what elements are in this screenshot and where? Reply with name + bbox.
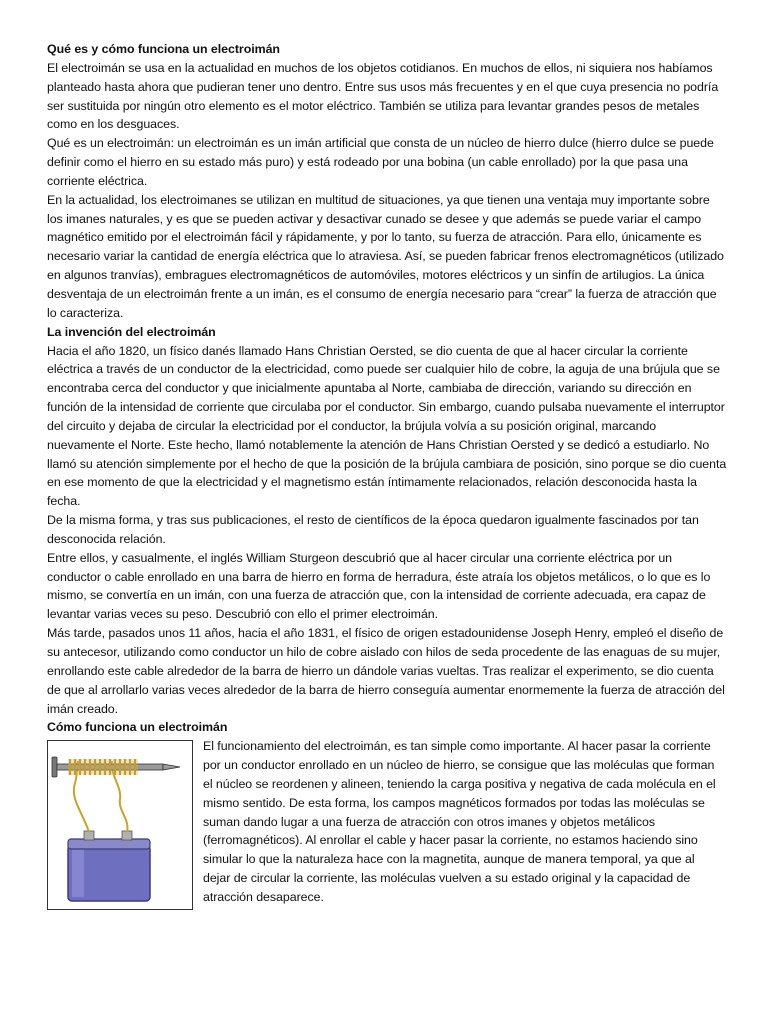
figure-row (47, 737, 727, 927)
paragraph-sturgeon: Entre ellos, y casualmente, el inglés William Sturgeon descubrió que al hacer circular una corriente eléctrica por un conductor o cable enrollado en una barra de hierro en forma de herradura, éste atraía los objetos metálicos, o lo que es lo mismo, se convertía en un imán, con una fuerza de atracción que, con la intensidad de corriente adecuada, era capaz de levantar varias veces su peso. Descubrió con ello el primer electroimán. (47, 550, 711, 622)
battery-terminal-right (122, 831, 132, 840)
paragraph-henry: Más tarde, pasados unos 11 años, hacia el año 1831, el físico de origen estadounidense Joseph Henry, empleó el diseño de su antecesor, utilizando como conductor un hilo de cobre aislado con hilos de seda procedente de las enaguas de su mujer, enrollando este cable alrededor de la barra de hierro un dándole varias vueltas. Tras realizar el experimento, se dio cuenta de que al arrollarlo varias veces alrededor de la barra de hierro conseguía aumentar enormemente la fuerza de atracción del imán creado. (47, 626, 725, 716)
heading-how-it-works: Cómo funciona un electroimán (47, 720, 228, 735)
paragraph-oersted: Hacia el año 1820, un físico danés llamado Hans Christian Oersted, se dio cuenta de que al hacer circular la corriente eléctrica a través de un conductor de la electricidad, como puede ser cualquier hilo de cobre, la aguja de una brújula que se encontraba cerca del conductor y que inicialmente apuntaba al Norte, cambiaba de dirección, variando su dirección en función de la intensidad de corriente que circulaba por el conductor. Sin embargo, cuando pulsaba nuevamente el interruptor del circuito y dejaba de circular la electricidad por el conductor, la brújula volvía a su posición original, marcando nuevamente el Norte. Este hecho, llamó notablemente la atención de Hans Christian Oersted y se dedicó a estudiarlo. No llamó su atención simplemente por el hecho de que la posición de la brújula cambiara de posición, sino porque se dio cuenta en ese momento de que la electricidad y el magnetismo están íntimamente relacionados, relación desconocida hasta la fecha. (47, 343, 727, 509)
document-body (47, 40, 727, 927)
electromagnet-nail-battery-icon (48, 741, 192, 909)
paragraph-publications: De la misma forma, y tras sus publicaciones, el resto de científicos de la época quedaron igualmente fascinados por tan desconocida relación. (47, 513, 699, 546)
paragraph-uses: En la actualidad, los electroimanes se utilizan en multitud de situaciones, ya que tienen una ventaja muy importante sobre los imanes naturales, y es que se pueden activar y desactivar cunado se desee y que además se puede variar el campo magnético emitido por el electroimán fácil y rápidamente, y por lo tanto, su fuerza de atracción. Para ello, únicamente es necesario variar la cantidad de energía eléctrica que lo atraviesa. Así, se pueden fabricar frenos electromagnéticos (utilizado en algunos tranvías), embragues electromagnéticos de automóviles, motores eléctricos y un sinfín de artilugios. La única desventaja de un electroimán frente a un imán, es el consumo de energía necesario para “crear” la fuerza de atracción que lo caracteriza. (47, 192, 724, 320)
document-title: Qué es y cómo funciona un electroimán (47, 42, 280, 56)
nail-head (52, 757, 57, 777)
heading-invention: La invención del electroimán (47, 324, 216, 339)
nail-tip (163, 764, 180, 770)
electromagnet-image (47, 740, 193, 910)
battery-terminal-left (84, 831, 94, 840)
paragraph-how-it-works: El funcionamiento del electroimán, es tan simple como importante. Al hacer pasar la corriente por un conductor enrollado en un núcleo de hierro, se consigue que las moléculas que forman el núcleo se reordenen y alineen, teniendo la carga positiva y negativa de cada molécula en el mismo sentido. De esta forma, los campos magnéticos formados por todas las moléculas se suman dando lugar a una fuerza de atracción con otros imanes y objetos metálicos (ferromagnéticos). Al enrollar el cable y hacer pasar la corriente, no estamos haciendo sino simular lo que la naturaleza hace con la magnetita, aunque de manera temporal, ya que al dejar de circular la corriente, las moléculas vuelven a su estado original y la capacidad de atracción desaparece. (203, 739, 716, 904)
paragraph-definition: Qué es un electroimán: un electroimán es un imán artificial que consta de un núcleo de hierro dulce (hierro dulce se puede definir como el hierro en su estado más puro) y está rodeado por una bobina (un cable enrollado) por la que pasa una corriente eléctrica. (47, 136, 714, 188)
paragraph-intro: El electroimán se usa en la actualidad en muchos de los objetos cotidianos. En muchos de ellos, ni siquiera nos habíamos planteado hasta ahora que pudieran tener uno dentro. Entre sus usos más frecuentes y en el que cuya presencia no podría ser sustituida por ningún otro elemento es el motor eléctrico. También se utiliza para levantar grandes pesos de metales como en los desguaces. (47, 60, 719, 132)
battery-top (68, 839, 150, 849)
